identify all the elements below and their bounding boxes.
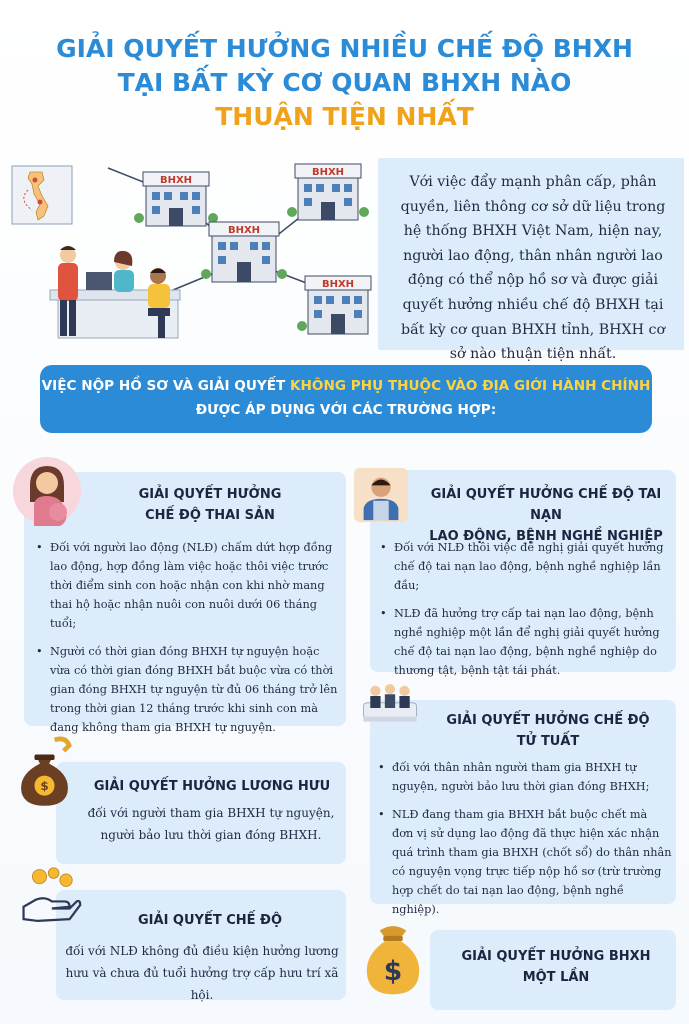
vietnam-map-icon [12,166,72,224]
card-pension-desc-line-1: đối với người tham gia BHXH tự nguyện, [87,806,335,820]
card-survivorship-title-line-1: GIẢI QUYẾT HƯỞNG CHẾ ĐỘ [446,713,650,728]
list-item: • đối với thân nhân người tham gia BHXH tự nguyện, người bảo lưu thời gian đóng BHXH; [378,758,672,796]
card-pension-title: GIẢI QUYẾT HƯỞNG LƯƠNG HƯU [93,779,331,794]
applicability-banner [40,365,652,433]
people-at-desk-illustration [50,246,180,338]
card-one-time-title-line-1: GIẢI QUYẾT HƯỞNG BHXH [461,949,651,964]
bhxh-building-icon [201,222,287,282]
card-benefit-desc [62,940,342,1006]
card-maternity-title-line-2: CHẾ ĐỘ THAI SẢN [145,508,275,523]
family-mourning-icon [360,680,420,724]
bhxh-network-illustration [8,150,378,350]
hand-coins-icon [20,866,82,928]
money-bag-icon [18,734,82,808]
card-benefit-title: GIẢI QUYẾT CHẾ ĐỘ [138,913,282,928]
card-work-accident-list [380,538,672,689]
intro-text-box: Với việc đẩy mạnh phân cấp, phân quyền, liên thông cơ sở dữ liệu trong hệ thống BHXH Việt Nam, hiện nay, người lao động, thân nhân người lao động có thể nộp hồ sơ và được giải quyết hưởng nhiều chế độ BHXH tại bất kỳ cơ quan BHXH tỉnh, BHXH cơ sở nào thuận tiện nhất. [378,158,684,350]
card-work-accident-title-line-1: GIẢI QUYẾT HƯỞNG CHẾ ĐỘ TAI NẠN [430,487,662,523]
list-item: • Người có thời gian đóng BHXH tự nguyện hoặc vừa có thời gian đóng BHXH bắt buộc vừa có thời gian đóng BHXH tự nguyện từ đủ 06 tháng trở lên trong thời gian 12 tháng trước khi sinh con mà đang không tham gia BHXH tự nguyện. [36,642,342,737]
card-one-time-title [440,946,672,988]
card-work-accident-title-line-2: LAO ĐỘNG, BỆNH NGHỀ NGHIỆP [429,529,663,544]
dollar-bag-icon [362,916,424,1000]
card-maternity-list [36,538,342,746]
svg-text:BHXH: BHXH [227,225,261,236]
card-benefit-desc-line-2: hưu và chưa đủ tuổi hưởng trợ cấp hưu trí xã hội. [65,966,339,1002]
list-item: • NLĐ đang tham gia BHXH bắt buộc chết mà đơn vị sử dụng lao động đã thực hiện xác nhận quá trình tham gia BHXH (chốt sổ) do thân nhân có nguyện vọng trực tiếp nộp hồ sơ (trừ trường hợp chết do tai nạn lao động, bệnh nghề nghiệp). [378,805,672,919]
bhxh-building-icon [287,164,369,220]
svg-text:$: $ [40,779,49,794]
list-item: • NLĐ đã hưởng trợ cấp tai nạn lao động, bệnh nghề nghiệp một lần để nghị giải quyết hưởng chế độ tai nạn lao động, bệnh nghề nghiệp do thương tật, bệnh tật tái phát. [380,604,672,680]
card-survivorship-list [378,758,672,928]
list-item: • Đối với người lao động (NLĐ) chấm dứt hợp đồng lao động, hợp đồng làm việc hoặc thôi việc trước thời điểm sinh con hoặc nhận con khi nhờ mang thai hộ hoặc nhận nuôi con nuôi dưới 06 tháng tuổi; [36,538,342,633]
pregnant-woman-icon [12,456,82,526]
page-title [0,32,689,134]
svg-text:$: $ [383,956,403,988]
worker-icon [352,466,410,524]
title-line-2: TẠI BẤT KỲ CƠ QUAN BHXH NÀO [117,68,572,97]
bhxh-building-icon [297,276,371,334]
title-line-1: GIẢI QUYẾT HƯỞNG NHIỀU CHẾ ĐỘ BHXH [56,34,633,63]
svg-text:BHXH: BHXH [311,167,345,178]
list-item: • Đối với NLĐ thôi việc đề nghị giải quyết hưởng chế độ tai nạn lao động, bệnh nghề nghiệp lần đầu; [380,538,672,595]
card-pension-desc-line-2: người bảo lưu thời gian đóng BHXH. [100,828,322,842]
card-survivorship-title-line-2: TỬ TUẤT [516,734,580,749]
card-pension-desc [80,802,342,846]
card-benefit-desc-line-1: đối với NLĐ không đủ điều kiện hưởng lương [65,944,339,958]
bhxh-building-icon [134,172,218,226]
card-maternity-title-line-1: GIẢI QUYẾT HƯỞNG [138,487,282,502]
banner-line-1 [40,374,652,398]
card-maternity-title [100,484,320,526]
svg-text:BHXH: BHXH [159,175,193,186]
card-one-time-title-line-2: MỘT LẦN [522,970,590,985]
banner-line-2: ĐƯỢC ÁP DỤNG VỚI CÁC TRƯỜNG HỢP: [195,402,497,418]
title-line-3: THUẬN TIỆN NHẤT [215,102,474,131]
svg-text:BHXH: BHXH [321,279,355,290]
card-survivorship-title [430,710,666,752]
banner-text-part-1: VIỆC NỘP HỒ SƠ VÀ GIẢI QUYẾT [41,378,291,394]
banner-highlight: KHÔNG PHỤ THUỘC VÀO ĐỊA GIỚI HÀNH CHÍNH [290,378,651,394]
